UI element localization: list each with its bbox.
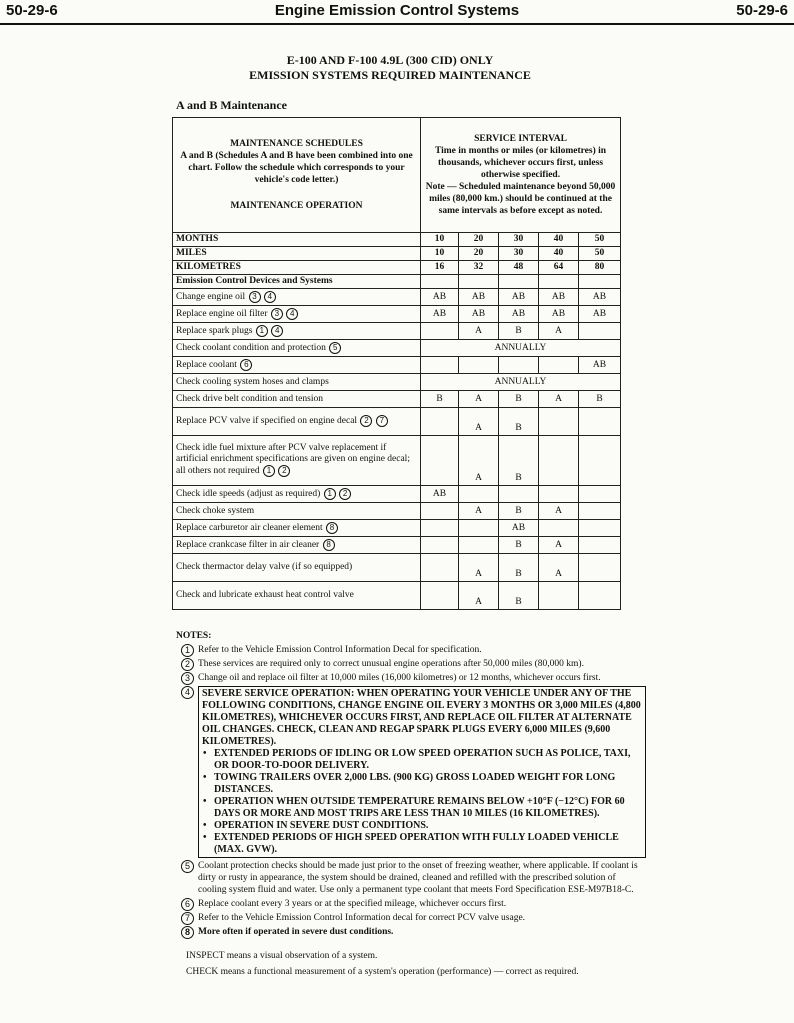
note-ref-icon: 1 [263,465,275,477]
note-ref-icon: 4 [264,291,276,303]
table-row: Replace crankcase filter in air cleaner 8 B A [173,537,621,554]
chapter-title: Engine Emission Control Systems [274,2,520,19]
note-2: 2 These services are required only to correct unusual engine operations after 50,000 miles (80,000 km). [176,658,646,670]
table-row: Check and lubricate exhaust heat control valve A B [173,582,621,610]
note-7: 7 Refer to the Vehicle Emission Control Information decal for correct PCV valve usage. [176,912,646,924]
notes-heading: NOTES: [176,631,212,641]
note-ref-icon: 3 [249,291,261,303]
table-row: Check choke system A B A [173,503,621,520]
table-row: Check thermactor delay valve (if so equipped) A B A [173,554,621,582]
note-number-icon: 3 [181,672,194,685]
note-ref-icon: 8 [323,539,335,551]
note-ref-icon: 8 [326,522,338,534]
note-ref-icon: 5 [329,342,341,354]
maintenance-schedule-table [172,117,621,610]
document-title-line-2: EMISSION SYSTEMS REQUIRED MAINTENANCE [249,68,531,82]
table-header-row [173,118,621,233]
note-number-icon: 4 [181,686,194,699]
inspect-definition: INSPECT means a visual observation of a system. [186,951,378,961]
note-ref-icon: 7 [376,415,388,427]
note-ref-icon: 1 [324,488,336,500]
header-rule [0,23,794,25]
note-number-icon: 2 [181,658,194,671]
section-heading: A and B Maintenance [176,98,288,112]
table-row: Check cooling system hoses and clamps ANNUALLY [173,374,621,391]
note-ref-icon: 2 [339,488,351,500]
severe-service-box: SEVERE SERVICE OPERATION: WHEN OPERATING YOUR VEHICLE UNDER ANY OF THE FOLLOWING CONDITIONS, CHANGE ENGINE OIL EVERY 3 MONTHS OR 3,000 MILES (4,800 KILOMETRES), WHICHEVER OCCURS FIRST, AND REPLACE OIL FILTER AT ALTERNATE OIL CHANGES. CHECK, CLEAN AND REGAP SPARK PLUGS EVERY 6,000 MILES (9,600 KILOMETRES). • EXTENDED PERIODS OF IDLING OR LOW SPEED OPERATION SUCH AS POLICE, TAXI, OR DOOR-TO-DOOR DELIVERY. • TOWING TRAILERS OVER 2,000 LBS. (900 KG) GROSS LOADED WEIGHT FOR LONG DISTANCES. • OPERATION WHEN OUTSIDE TEMPERATURE REMAINS BELOW +10°F (−12°C) FOR 60 DAYS OR MORE AND MOST TRIPS ARE LESS THAN 10 MILES (16 KILOMETRES). • OPERATION IN SEVERE DUST CONDITIONS. • EXTENDED PERIODS OF HIGH SPEED OPERATION WITH FULLY LOADED VEHICLE (MAX. GVW). [198,686,646,858]
note-number-icon: 7 [181,912,194,925]
severe-condition-item: • TOWING TRAILERS OVER 2,000 LBS. (900 KG) GROSS LOADED WEIGHT FOR LONG DISTANCES. [212,772,642,796]
note-4 [176,686,646,858]
table-row-miles: MILES 10 20 30 40 50 [173,247,621,261]
table-row: Replace carburetor air cleaner element 8 AB [173,520,621,537]
notes-section [176,630,646,982]
document-title-line-1: E-100 AND F-100 4.9L (300 CID) ONLY [286,53,494,67]
service-interval-header: SERVICE INTERVAL Time in months or miles (or kilometres) in thousands, whichever occurs first, unless otherwise specified. Note — Scheduled maintenance beyond 50,000 miles (80,000 km.) should be continued at the same intervals as before except as noted. [421,118,621,233]
table-row: Replace coolant 6 AB [173,357,621,374]
table-row-months: MONTHS 10 20 30 40 50 [173,233,621,247]
note-number-icon: 8 [181,926,194,939]
page-header [0,0,794,26]
table-row: Replace PCV valve if specified on engine decal 2 7 A B [173,408,621,436]
note-3: 3 Change oil and replace oil filter at 10,000 miles (16,000 kilometres) or 12 months, whichever occurs first. [176,672,646,684]
table-row: Check idle speeds (adjust as required) 1 2 AB [173,486,621,503]
severe-condition-item: • OPERATION IN SEVERE DUST CONDITIONS. [212,820,642,832]
note-5: 5 Coolant protection checks should be made just prior to the onset of freezing weather, where applicable. If coolant is dirty or rusty in appearance, the system should be drained, cleaned and refilled with the prescribed solution of cooling system fluid and water. Use only a permanent type coolant that meets Ford Specification ESE-M97B18-C. [176,860,646,896]
note-ref-icon: 2 [278,465,290,477]
note-number-icon: 5 [181,860,194,873]
severe-condition-item: • OPERATION WHEN OUTSIDE TEMPERATURE REMAINS BELOW +10°F (−12°C) FOR 60 DAYS OR MORE AND MOST TRIPS ARE LESS THAN 10 MILES (16 KILOMETRES). [212,796,642,820]
table-row: Replace engine oil filter 3 4 AB AB AB AB AB [173,306,621,323]
table-row-kilometres: KILOMETRES 16 32 48 64 80 [173,261,621,275]
note-1: 1 Refer to the Vehicle Emission Control Information Decal for specification. [176,644,646,656]
table-row: Check drive belt condition and tension B A B A B [173,391,621,408]
page-number-right: 50-29-6 [736,2,788,19]
table-row: Check idle fuel mixture after PCV valve replacement if artificial enrichment specifications are given on engine decal; all others not required 1 2 A B [173,436,621,486]
severe-condition-item: • EXTENDED PERIODS OF HIGH SPEED OPERATION WITH FULLY LOADED VEHICLE (MAX. GVW). [212,832,642,856]
severe-condition-item: • EXTENDED PERIODS OF IDLING OR LOW SPEED OPERATION SUCH AS POLICE, TAXI, OR DOOR-TO-DOOR DELIVERY. [212,748,642,772]
note-ref-icon: 4 [286,308,298,320]
note-number-icon: 1 [181,644,194,657]
note-ref-icon: 3 [271,308,283,320]
note-ref-icon: 2 [360,415,372,427]
table-row: Change engine oil 3 4 AB AB AB AB AB [173,289,621,306]
check-definition: CHECK means a functional measurement of a system's operation (performance) — correct as required. [186,967,579,977]
table-section-row: Emission Control Devices and Systems [173,275,621,289]
note-ref-icon: 6 [240,359,252,371]
definitions [176,950,646,978]
note-number-icon: 6 [181,898,194,911]
table-row: Replace spark plugs 1 4 A B A [173,323,621,340]
note-6: 6 Replace coolant every 3 years or at the specified mileage, whichever occurs first. [176,898,646,910]
note-ref-icon: 1 [256,325,268,337]
table-row: Check coolant condition and protection 5 ANNUALLY [173,340,621,357]
note-8: 8 More often if operated in severe dust conditions. [176,926,646,938]
page-number-left: 50-29-6 [6,2,58,19]
maintenance-schedules-header: MAINTENANCE SCHEDULES A and B (Schedules A and B have been combined into one chart. Follow the schedule which corresponds to your vehicle's code letter.) MAINTENANCE OPERATION [173,118,421,233]
note-ref-icon: 4 [271,325,283,337]
